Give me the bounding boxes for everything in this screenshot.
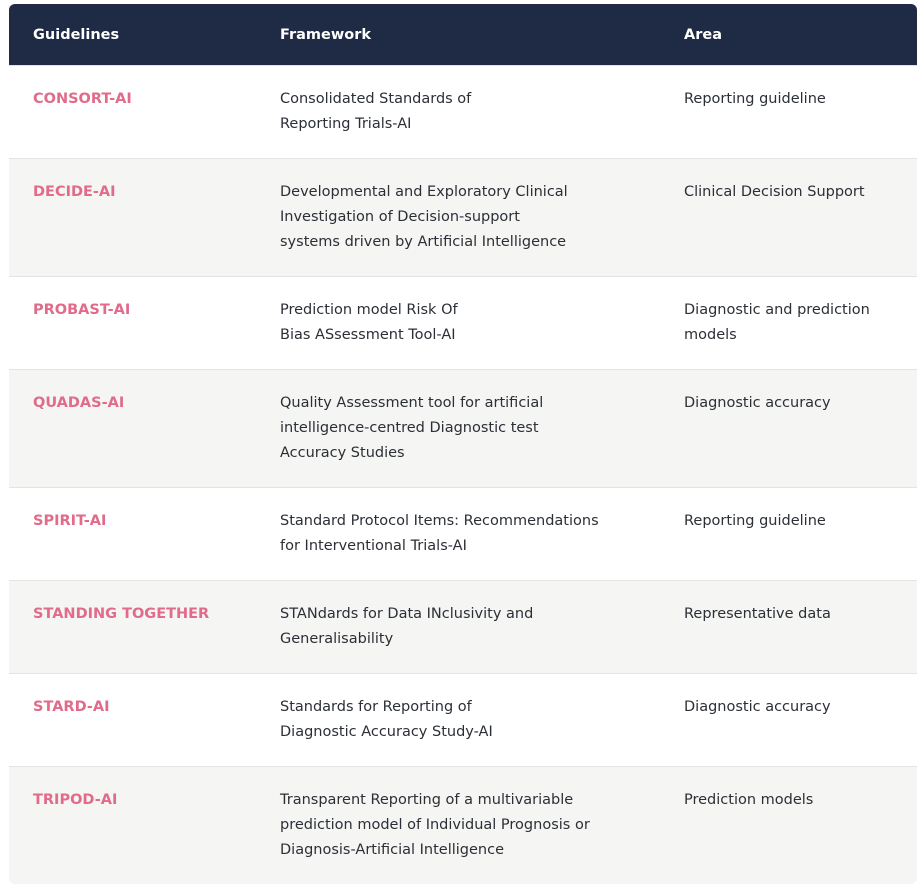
framework-line: Developmental and Exploratory Clinical	[280, 180, 652, 205]
area-line: Representative data	[684, 602, 909, 627]
guideline-name: STARD-AI	[9, 674, 256, 767]
guideline-name: DECIDE-AI	[9, 159, 256, 277]
framework-line: Bias ASsessment Tool-AI	[280, 323, 652, 348]
area-cell	[660, 488, 917, 581]
guidelines-table-container	[9, 4, 917, 884]
framework-line: Standards for Reporting of	[280, 695, 652, 720]
area-line: models	[684, 323, 909, 348]
table-row	[9, 767, 917, 884]
guideline-name: QUADAS-AI	[9, 370, 256, 488]
framework-line: Quality Assessment tool for artificial	[280, 391, 652, 416]
framework-cell	[256, 159, 660, 277]
guidelines-table	[9, 4, 917, 884]
area-line: Clinical Decision Support	[684, 180, 909, 205]
table-header-row	[9, 4, 917, 66]
area-line: Reporting guideline	[684, 509, 909, 534]
area-line: Diagnostic accuracy	[684, 695, 909, 720]
guideline-name: STANDING TOGETHER	[9, 581, 256, 674]
guideline-name: SPIRIT-AI	[9, 488, 256, 581]
framework-cell	[256, 66, 660, 159]
header-guidelines: Guidelines	[9, 4, 256, 66]
framework-line: intelligence-centred Diagnostic test	[280, 416, 652, 441]
area-cell	[660, 66, 917, 159]
framework-line: Diagnostic Accuracy Study-AI	[280, 720, 652, 745]
framework-line: Generalisability	[280, 627, 652, 652]
table-row	[9, 581, 917, 674]
area-cell	[660, 370, 917, 488]
header-framework: Framework	[256, 4, 660, 66]
table-body	[9, 66, 917, 884]
framework-line: Investigation of Decision-support	[280, 205, 652, 230]
area-cell	[660, 674, 917, 767]
area-cell	[660, 581, 917, 674]
area-line: Diagnostic accuracy	[684, 391, 909, 416]
framework-line: for Interventional Trials-AI	[280, 534, 652, 559]
area-cell	[660, 767, 917, 884]
framework-cell	[256, 277, 660, 370]
guideline-name: CONSORT-AI	[9, 66, 256, 159]
table-row	[9, 488, 917, 581]
framework-cell	[256, 488, 660, 581]
framework-line: Transparent Reporting of a multivariable	[280, 788, 652, 813]
table-row	[9, 159, 917, 277]
area-line: Diagnostic and prediction	[684, 298, 909, 323]
area-cell	[660, 159, 917, 277]
framework-cell	[256, 767, 660, 884]
framework-line: systems driven by Artificial Intelligence	[280, 230, 652, 255]
area-line: Reporting guideline	[684, 87, 909, 112]
framework-line: Consolidated Standards of	[280, 87, 652, 112]
table-row	[9, 370, 917, 488]
framework-line: Reporting Trials-AI	[280, 112, 652, 137]
table-header	[9, 4, 917, 66]
framework-line: Diagnosis-Artificial Intelligence	[280, 838, 652, 863]
framework-line: STANdards for Data INclusivity and	[280, 602, 652, 627]
table-row	[9, 277, 917, 370]
framework-cell	[256, 674, 660, 767]
guideline-name: PROBAST-AI	[9, 277, 256, 370]
area-cell	[660, 277, 917, 370]
table-row	[9, 66, 917, 159]
framework-line: prediction model of Individual Prognosis or	[280, 813, 652, 838]
framework-cell	[256, 581, 660, 674]
guideline-name: TRIPOD-AI	[9, 767, 256, 884]
framework-line: Prediction model Risk Of	[280, 298, 652, 323]
framework-cell	[256, 370, 660, 488]
framework-line: Standard Protocol Items: Recommendations	[280, 509, 652, 534]
table-row	[9, 674, 917, 767]
framework-line: Accuracy Studies	[280, 441, 652, 466]
area-line: Prediction models	[684, 788, 909, 813]
header-area: Area	[660, 4, 917, 66]
